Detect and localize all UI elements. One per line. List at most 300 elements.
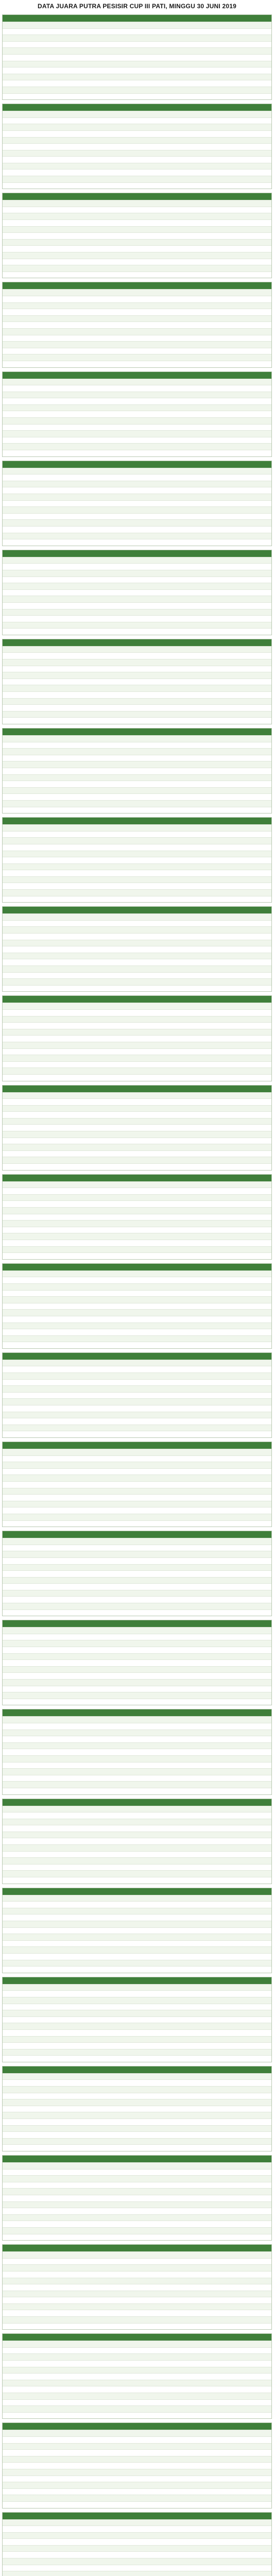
class-header (3, 728, 271, 735)
class-header (3, 372, 271, 379)
origin-cell (191, 335, 271, 342)
origin-cell (191, 1399, 271, 1405)
rank-cell (3, 1247, 12, 1253)
origin-cell (191, 2228, 271, 2234)
class-section (2, 461, 272, 546)
class-header (3, 15, 271, 22)
owner-cell (100, 1640, 191, 1647)
bird-name-cell (12, 1488, 100, 1495)
owner-cell (100, 1277, 191, 1283)
owner-cell (100, 361, 191, 367)
owner-cell (100, 494, 191, 500)
result-row (3, 1825, 271, 1832)
rank-cell (3, 883, 12, 889)
origin-cell (191, 290, 271, 296)
bird-name-cell (12, 1597, 100, 1603)
rank-cell (3, 2023, 12, 2029)
result-row (3, 1501, 271, 1507)
rank-cell (3, 1482, 12, 1488)
result-row (3, 622, 271, 629)
bird-name-cell (12, 1991, 100, 1997)
origin-cell (191, 1819, 271, 1825)
origin-cell (191, 87, 271, 93)
result-row (3, 80, 271, 87)
origin-cell (191, 1144, 271, 1150)
owner-cell (100, 2533, 191, 2539)
rank-cell (3, 1647, 12, 1653)
owner-cell (100, 788, 191, 794)
bird-name-cell (12, 1610, 100, 1616)
origin-cell (191, 2023, 271, 2029)
origin-cell (191, 1208, 271, 1214)
result-row (3, 2405, 271, 2412)
class-header (3, 1086, 271, 1092)
owner-cell (100, 1947, 191, 1953)
origin-cell (191, 2367, 271, 2374)
bird-name-cell (12, 61, 100, 67)
origin-cell (191, 296, 271, 302)
owner-cell (100, 2272, 191, 2278)
rank-cell (3, 1686, 12, 1692)
rank-cell (3, 2259, 12, 2265)
rank-cell (3, 1233, 12, 1240)
bird-name-cell (12, 2182, 100, 2189)
origin-cell (191, 1093, 271, 1099)
rank-cell (3, 246, 12, 252)
result-row (3, 933, 271, 940)
rank-cell (3, 1144, 12, 1150)
bird-name-cell (12, 207, 100, 213)
origin-cell (191, 2489, 271, 2495)
origin-cell (191, 2170, 271, 2176)
bird-name-cell (12, 1188, 100, 1194)
bird-name-cell (12, 481, 100, 487)
origin-cell (191, 1680, 271, 1686)
bird-name-cell (12, 1667, 100, 1673)
rank-cell (3, 1788, 12, 1794)
bird-name-cell (12, 2539, 100, 2545)
owner-cell (100, 29, 191, 35)
origin-cell (191, 2520, 271, 2526)
owner-cell (100, 1985, 191, 1991)
result-row (3, 1749, 271, 1755)
owner-cell (100, 539, 191, 546)
rank-cell (3, 1201, 12, 1207)
owner-cell (100, 316, 191, 322)
origin-cell (191, 2278, 271, 2284)
owner-cell (100, 131, 191, 137)
result-row (3, 2214, 271, 2221)
bird-name-cell (12, 1699, 100, 1705)
bird-name-cell (12, 80, 100, 87)
origin-cell (191, 1730, 271, 1736)
bird-name-cell (12, 74, 100, 80)
bird-name-cell (12, 2202, 100, 2208)
class-section (2, 1263, 272, 1349)
owner-cell (100, 1164, 191, 1170)
rank-cell (3, 163, 12, 170)
origin-cell (191, 934, 271, 940)
rank-cell (3, 150, 12, 157)
owner-cell (100, 1144, 191, 1150)
rank-cell (3, 1099, 12, 1105)
origin-cell (191, 48, 271, 54)
rank-cell (3, 481, 12, 487)
rank-cell (3, 2444, 12, 2450)
origin-cell (191, 973, 271, 979)
rank-cell (3, 1075, 12, 1081)
origin-cell (191, 1660, 271, 1666)
result-row (3, 1864, 271, 1871)
origin-cell (191, 29, 271, 35)
result-row (3, 1252, 271, 1259)
result-row (3, 1098, 271, 1105)
bird-name-cell (12, 1521, 100, 1527)
owner-cell (100, 1208, 191, 1214)
rank-cell (3, 316, 12, 322)
result-row (3, 1640, 271, 1647)
owner-cell (100, 1323, 191, 1329)
owner-cell (100, 807, 191, 814)
bird-name-cell (12, 2476, 100, 2482)
rank-cell (3, 1628, 12, 1634)
bird-name-cell (12, 2145, 100, 2151)
owner-cell (100, 2526, 191, 2532)
result-row (3, 1557, 271, 1564)
bird-name-cell (12, 2297, 100, 2303)
owner-cell (100, 1042, 191, 1048)
result-row (3, 1953, 271, 1960)
origin-cell (191, 609, 271, 616)
rank-cell (3, 979, 12, 985)
owner-cell (100, 1865, 191, 1871)
owner-cell (100, 2202, 191, 2208)
owner-cell (100, 2126, 191, 2132)
result-row (3, 1379, 271, 1386)
bird-name-cell (12, 131, 100, 137)
result-row (3, 2538, 271, 2545)
result-row (3, 2086, 271, 2093)
origin-cell (191, 1921, 271, 1927)
rank-cell (3, 2176, 12, 2182)
origin-cell (191, 583, 271, 589)
origin-cell (191, 1016, 271, 1023)
owner-cell (100, 742, 191, 749)
owner-cell (100, 1240, 191, 1246)
origin-cell (191, 2112, 271, 2119)
result-row (3, 755, 271, 761)
rank-cell (3, 2202, 12, 2208)
rank-cell (3, 29, 12, 35)
owner-cell (100, 564, 191, 570)
bird-name-cell (12, 124, 100, 130)
origin-cell (191, 679, 271, 685)
origin-cell (191, 1514, 271, 1520)
class-section (2, 371, 272, 457)
owner-cell (100, 170, 191, 176)
result-row (3, 557, 271, 564)
bird-name-cell (12, 1578, 100, 1584)
origin-cell (191, 1469, 271, 1475)
origin-cell (191, 749, 271, 755)
result-row (3, 2519, 271, 2526)
origin-cell (191, 405, 271, 411)
owner-cell (100, 927, 191, 933)
class-section (2, 2422, 272, 2508)
origin-cell (191, 1832, 271, 1838)
rank-cell (3, 2310, 12, 2316)
bird-name-cell (12, 2317, 100, 2323)
owner-cell (100, 2208, 191, 2214)
bird-name-cell (12, 1125, 100, 1131)
owner-cell (100, 2139, 191, 2145)
rank-cell (3, 1195, 12, 1201)
result-row (3, 1009, 271, 1016)
bird-name-cell (12, 2456, 100, 2463)
result-row (3, 2112, 271, 2119)
result-row (3, 1762, 271, 1769)
rank-cell (3, 80, 12, 87)
bird-name-cell (12, 1914, 100, 1921)
bird-name-cell (12, 2010, 100, 2016)
rank-cell (3, 2056, 12, 2062)
origin-cell (191, 742, 271, 749)
rank-cell (3, 411, 12, 417)
rank-cell (3, 692, 12, 698)
rank-cell (3, 1838, 12, 1844)
class-section (2, 1531, 272, 1616)
bird-name-cell (12, 1997, 100, 2004)
owner-cell (100, 2367, 191, 2374)
origin-cell (191, 42, 271, 48)
rank-cell (3, 2030, 12, 2036)
owner-cell (100, 533, 191, 539)
class-header (3, 1709, 271, 1716)
origin-cell (191, 2482, 271, 2488)
origin-cell (191, 2393, 271, 2399)
origin-cell (191, 520, 271, 526)
bird-name-cell (12, 520, 100, 526)
origin-cell (191, 2265, 271, 2271)
result-row (3, 2251, 271, 2258)
bird-name-cell (12, 1640, 100, 1647)
bird-name-cell (12, 1023, 100, 1029)
bird-name-cell (12, 2386, 100, 2393)
origin-cell (191, 2539, 271, 2545)
result-row (3, 2278, 271, 2284)
origin-cell (191, 1603, 271, 1609)
result-row (3, 679, 271, 685)
bird-name-cell (12, 170, 100, 176)
owner-cell (100, 272, 191, 278)
rank-cell (3, 1699, 12, 1705)
result-row (3, 417, 271, 424)
rank-cell (3, 385, 12, 392)
result-row (3, 2571, 271, 2576)
rank-cell (3, 67, 12, 74)
owner-cell (100, 379, 191, 385)
rank-cell (3, 303, 12, 309)
bird-name-cell (12, 1247, 100, 1253)
origin-cell (191, 1914, 271, 1921)
origin-cell (191, 590, 271, 596)
origin-cell (191, 1099, 271, 1105)
bird-name-cell (12, 1960, 100, 1967)
bird-name-cell (12, 2030, 100, 2036)
origin-cell (191, 157, 271, 163)
result-row (3, 1061, 271, 1068)
bird-name-cell (12, 1717, 100, 1723)
result-row (3, 2373, 271, 2380)
origin-cell (191, 896, 271, 903)
bird-name-cell (12, 1782, 100, 1788)
owner-cell (100, 832, 191, 838)
bird-name-cell (12, 494, 100, 500)
origin-cell (191, 507, 271, 513)
rank-cell (3, 2145, 12, 2151)
owner-cell (100, 1686, 191, 1692)
rank-cell (3, 736, 12, 742)
result-row (3, 411, 271, 417)
bird-name-cell (12, 1016, 100, 1023)
owner-cell (100, 213, 191, 219)
owner-cell (100, 2520, 191, 2526)
rank-cell (3, 864, 12, 870)
result-row (3, 1003, 271, 1009)
bird-name-cell (12, 2272, 100, 2278)
origin-cell (191, 1310, 271, 1316)
rank-cell (3, 2450, 12, 2456)
origin-cell (191, 1578, 271, 1584)
origin-cell (191, 1360, 271, 1366)
class-section (2, 2512, 272, 2576)
bird-name-cell (12, 1852, 100, 1858)
origin-cell (191, 2444, 271, 2450)
result-row (3, 946, 271, 953)
rank-cell (3, 1501, 12, 1507)
origin-cell (191, 1769, 271, 1775)
rank-cell (3, 213, 12, 219)
owner-cell (100, 672, 191, 679)
bird-name-cell (12, 385, 100, 392)
owner-cell (100, 124, 191, 130)
result-row (3, 1029, 271, 1036)
rank-cell (3, 1603, 12, 1609)
origin-cell (191, 450, 271, 456)
owner-cell (100, 2176, 191, 2182)
rank-cell (3, 1858, 12, 1864)
rank-cell (3, 2437, 12, 2443)
rank-cell (3, 1521, 12, 1527)
result-row (3, 2208, 271, 2214)
owner-cell (100, 946, 191, 953)
owner-cell (100, 1118, 191, 1125)
bird-name-cell (12, 67, 100, 74)
owner-cell (100, 1597, 191, 1603)
owner-cell (100, 1934, 191, 1940)
owner-cell (100, 1634, 191, 1640)
bird-name-cell (12, 527, 100, 533)
owner-cell (100, 1431, 191, 1437)
owner-cell (100, 1456, 191, 1462)
rank-cell (3, 742, 12, 749)
rank-cell (3, 1947, 12, 1953)
bird-name-cell (12, 1660, 100, 1666)
origin-cell (191, 1717, 271, 1723)
origin-cell (191, 1640, 271, 1647)
result-row (3, 1609, 271, 1616)
result-row (3, 2341, 271, 2347)
rank-cell (3, 2304, 12, 2310)
result-row (3, 1596, 271, 1603)
owner-cell (100, 1628, 191, 1634)
rank-cell (3, 1016, 12, 1023)
bird-name-cell (12, 973, 100, 979)
result-row (3, 87, 271, 93)
rank-cell (3, 934, 12, 940)
bird-name-cell (12, 699, 100, 705)
rank-cell (3, 1558, 12, 1564)
owner-cell (100, 2495, 191, 2501)
bird-name-cell (12, 200, 100, 207)
owner-cell (100, 1310, 191, 1316)
owner-cell (100, 2374, 191, 2380)
result-row (3, 2495, 271, 2501)
bird-name-cell (12, 431, 100, 437)
origin-cell (191, 1240, 271, 1246)
rank-cell (3, 2112, 12, 2119)
bird-name-cell (12, 870, 100, 876)
owner-cell (100, 1551, 191, 1557)
origin-cell (191, 1775, 271, 1782)
rank-cell (3, 653, 12, 659)
origin-cell (191, 1895, 271, 1902)
rank-cell (3, 1488, 12, 1495)
owner-cell (100, 392, 191, 398)
result-row (3, 385, 271, 392)
owner-cell (100, 418, 191, 424)
origin-cell (191, 1941, 271, 1947)
origin-cell (191, 411, 271, 417)
owner-cell (100, 2119, 191, 2125)
bird-name-cell (12, 2354, 100, 2360)
result-row (3, 1124, 271, 1131)
bird-name-cell (12, 2176, 100, 2182)
rank-cell (3, 1062, 12, 1068)
owner-cell (100, 583, 191, 589)
bird-name-cell (12, 1501, 100, 1507)
owner-cell (100, 1819, 191, 1825)
rank-cell (3, 183, 12, 189)
owner-cell (100, 303, 191, 309)
owner-cell (100, 1603, 191, 1609)
rank-cell (3, 425, 12, 431)
bird-name-cell (12, 1692, 100, 1699)
bird-name-cell (12, 55, 100, 61)
origin-cell (191, 1068, 271, 1074)
owner-cell (100, 1449, 191, 1455)
owner-cell (100, 953, 191, 959)
result-row (3, 239, 271, 246)
result-row (3, 1323, 271, 1329)
rank-cell (3, 2074, 12, 2080)
owner-cell (100, 1928, 191, 1934)
origin-cell (191, 481, 271, 487)
rank-cell (3, 539, 12, 546)
rank-cell (3, 1819, 12, 1825)
rank-cell (3, 361, 12, 367)
bird-name-cell (12, 616, 100, 622)
